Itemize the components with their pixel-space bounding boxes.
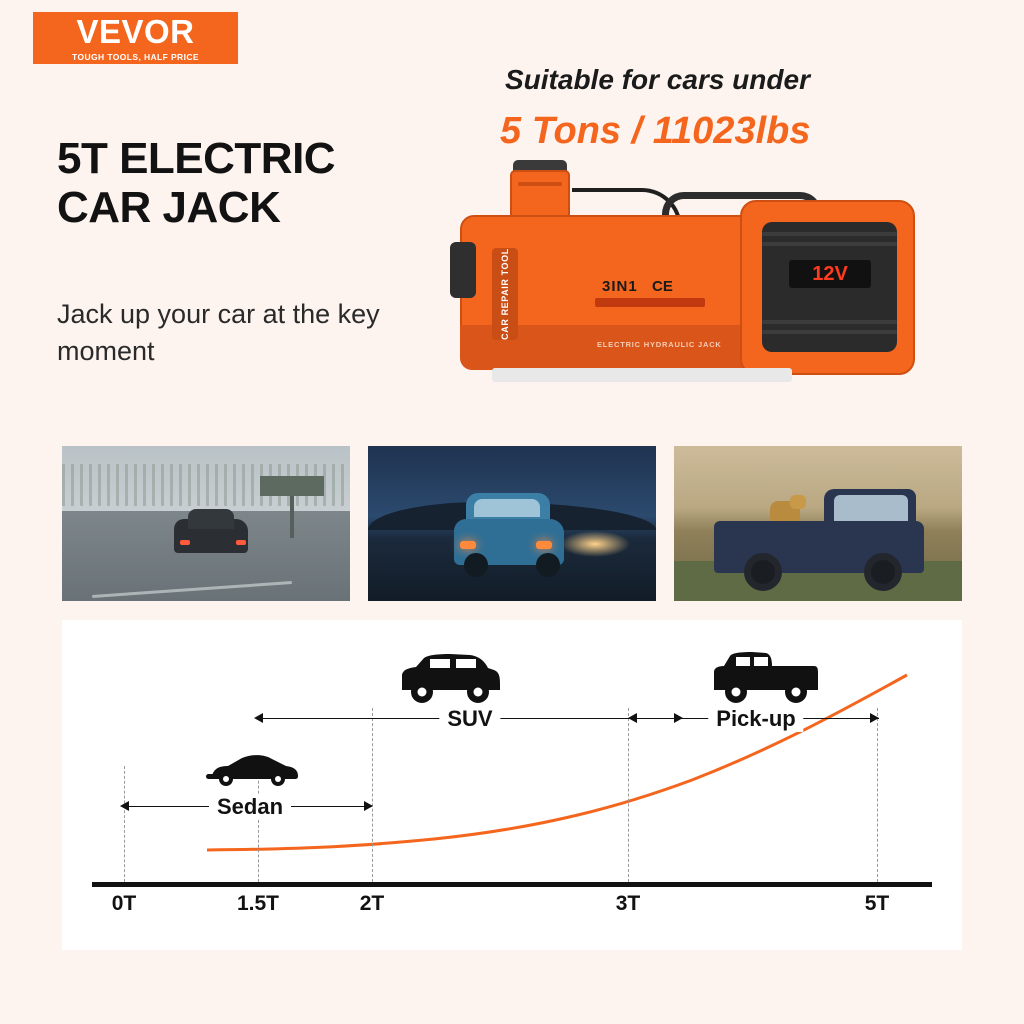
tick-label-2: 2T <box>359 892 385 915</box>
pickup-arrow-left <box>628 713 637 723</box>
photo-sign-pole <box>290 496 294 538</box>
page-title <box>57 134 417 233</box>
tick-label-0: 0T <box>111 892 137 915</box>
sedan-arrow-left <box>120 801 129 811</box>
vent-slot <box>762 232 897 236</box>
sedan-arrow-right <box>364 801 373 811</box>
suv-arrow-left <box>254 713 263 723</box>
photo-wheel <box>744 553 782 591</box>
product-image <box>452 170 922 410</box>
photo-headlight-glow <box>560 531 630 557</box>
product-type-label: ELECTRIC HYDRAULIC JACK <box>597 340 722 349</box>
segment-label-pickup: Pick-up <box>708 706 803 732</box>
photo-taillight <box>536 541 552 549</box>
gridline-2t <box>372 708 373 882</box>
photo-sedan-roof <box>188 509 234 529</box>
suv-icon <box>394 650 504 706</box>
headline-line-1: 5T ELECTRIC <box>57 134 336 183</box>
photo-suv-window <box>474 499 540 517</box>
sedan-icon <box>202 748 302 788</box>
photo-taillight <box>460 541 476 549</box>
chart-axis <box>92 882 932 887</box>
photo-pickup-truck <box>674 446 962 601</box>
pickup-arrow-right <box>870 713 879 723</box>
brand-logo <box>33 12 238 64</box>
segment-label-suv: SUV <box>439 706 500 732</box>
side-label-text: CAR REPAIR TOOL <box>500 248 511 340</box>
decor-stripe <box>595 298 705 307</box>
photo-sedan-rainy-highway <box>62 446 350 601</box>
side-label <box>492 248 518 340</box>
photo-wheel <box>464 553 488 577</box>
photo-wheel <box>536 553 560 577</box>
use-case-photos <box>62 446 962 601</box>
vent-slot <box>762 320 897 324</box>
photo-wheel <box>864 553 902 591</box>
side-port <box>450 242 476 298</box>
gridline-5t <box>877 708 878 882</box>
headline-line-2: CAR JACK <box>57 183 281 233</box>
tick-label-3: 3T <box>615 892 641 915</box>
photo-taillight <box>180 540 190 545</box>
brand-tagline: TOUGH TOOLS, HALF PRICE <box>72 51 199 62</box>
vent-slot <box>762 330 897 334</box>
claim-line-1: Suitable for cars under <box>505 64 810 95</box>
certification-label: CE <box>652 278 673 295</box>
photo-road-sign <box>260 476 324 496</box>
tick-label-1: 1.5T <box>236 892 280 915</box>
photo-suv-dusk <box>368 446 656 601</box>
photo-taillight <box>236 540 246 545</box>
load-capacity-chart <box>62 620 962 950</box>
load-curve <box>62 620 962 950</box>
claim-line-2: 5 Tons / 11023lbs <box>500 110 811 152</box>
photo-truck-window <box>834 495 908 521</box>
gridline-3t <box>628 708 629 882</box>
jack-base-plate <box>492 368 792 382</box>
vent-slot <box>762 242 897 246</box>
subheadline: Jack up your car at the key moment <box>57 299 380 367</box>
gridline-0t <box>124 766 125 882</box>
voltage-badge <box>789 260 871 288</box>
brand-name: VEVOR <box>76 12 195 50</box>
voltage-label: 12V <box>812 262 848 285</box>
photo-dog-head <box>790 495 806 509</box>
segment-label-sedan: Sedan <box>209 794 291 820</box>
tick-label-4: 5T <box>864 892 890 915</box>
function-label: 3IN1 <box>602 278 638 295</box>
cylinder-groove <box>518 182 562 186</box>
pickup-icon <box>710 650 820 706</box>
